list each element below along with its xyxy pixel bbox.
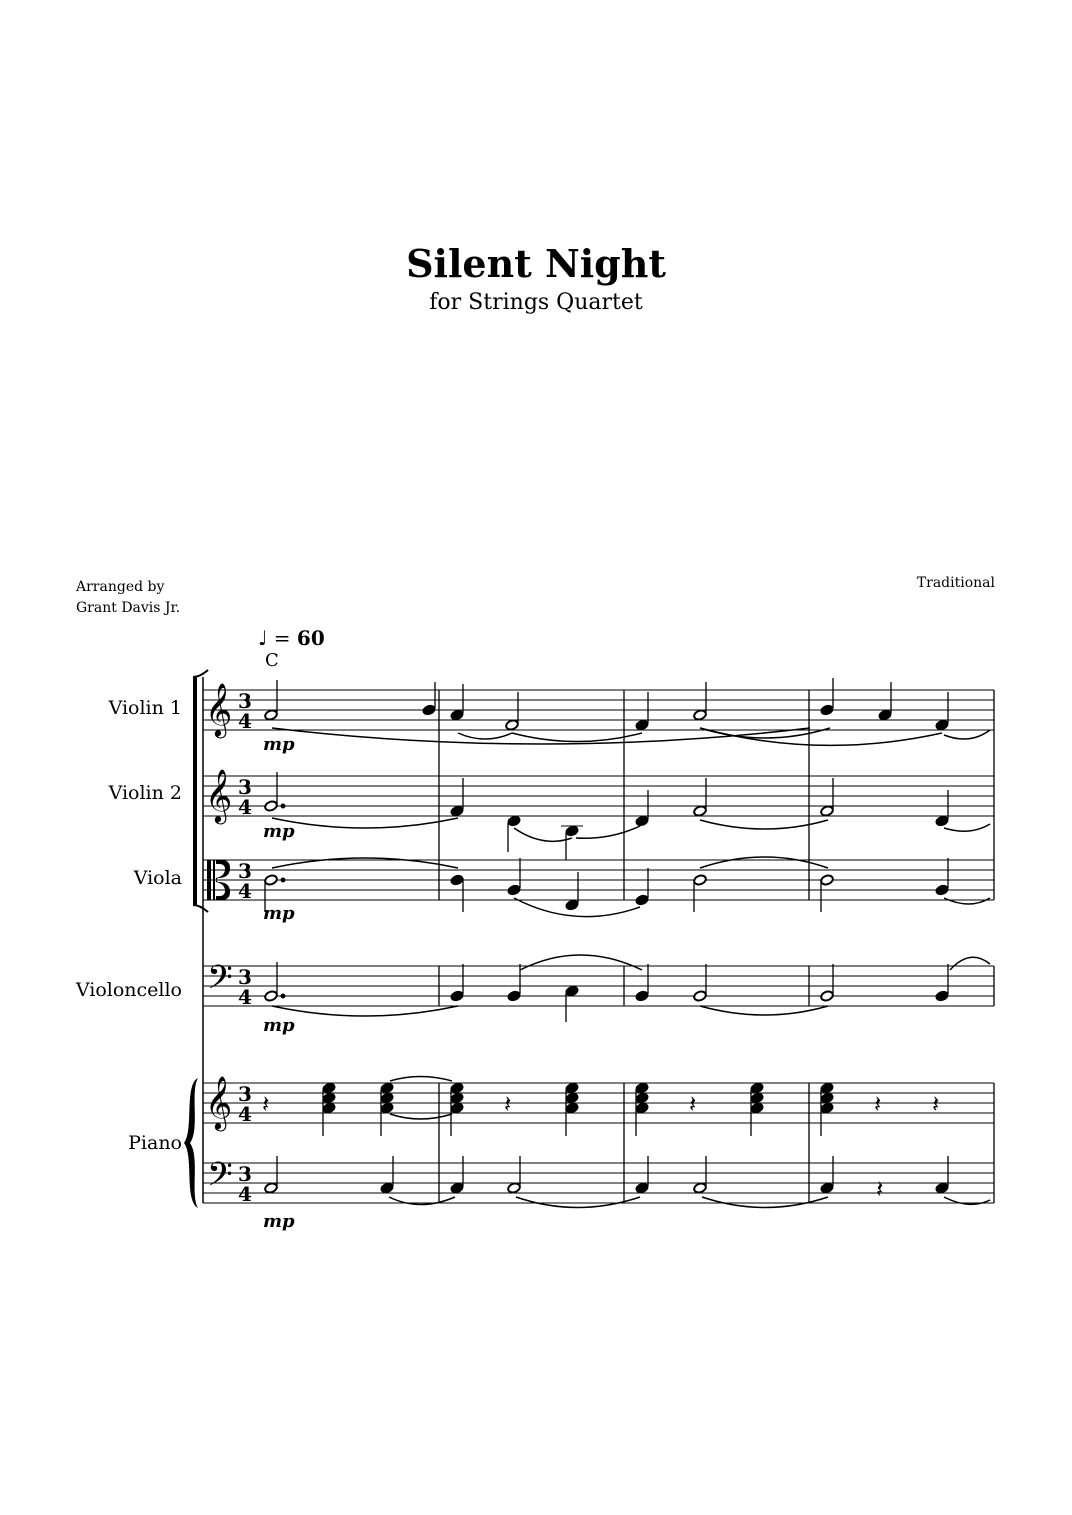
time-sig-top: 3 — [238, 859, 252, 883]
dynamic-violin1: mp — [263, 734, 295, 755]
quarter-rest-icon: 𝄽 — [932, 1090, 940, 1118]
barlines — [439, 690, 994, 1203]
piano-bass-notes — [264, 1156, 990, 1208]
piano-brace — [184, 1078, 198, 1208]
violin1-notes — [264, 678, 990, 745]
arranger-label: Arranged by — [76, 579, 165, 595]
quarter-rest-icon: 𝄽 — [504, 1090, 512, 1118]
viola-notes — [264, 857, 990, 917]
dynamic-piano: mp — [263, 1211, 295, 1232]
tempo-value: 60 — [296, 626, 325, 650]
time-sig-top: 3 — [238, 965, 252, 989]
dynamic-cello: mp — [263, 1015, 295, 1036]
cello-notes — [264, 955, 990, 1022]
time-sig-top: 3 — [238, 775, 252, 799]
quarter-rest-icon: 𝄽 — [876, 1175, 884, 1203]
instrument-label-viola: Viola — [133, 867, 182, 889]
time-sig-bottom: 4 — [238, 709, 252, 733]
time-sig-top: 3 — [238, 1162, 252, 1186]
time-sig-top: 3 — [238, 1082, 252, 1106]
treble-clef-icon: 𝄞 — [205, 682, 233, 736]
instrument-label-violin1: Violin 1 — [108, 697, 182, 719]
time-sig-bottom: 4 — [238, 879, 252, 903]
score-subtitle: for Strings Quartet — [429, 290, 643, 315]
arranger-name: Grant Davis Jr. — [76, 600, 181, 616]
staff-cello — [203, 966, 994, 1006]
treble-clef-icon: 𝄞 — [205, 768, 233, 822]
instrument-label-cello: Violoncello — [75, 979, 182, 1001]
dynamic-viola: mp — [263, 903, 295, 924]
bass-clef-icon: 𝄢 — [207, 1156, 233, 1202]
staff-viola — [203, 860, 994, 900]
treble-clef-icon: 𝄞 — [205, 1075, 233, 1129]
staff-violin1 — [203, 690, 994, 730]
bass-clef-icon: 𝄢 — [207, 959, 233, 1005]
score-title: Silent Night — [406, 241, 666, 286]
quarter-rest-icon: 𝄽 — [689, 1090, 697, 1118]
staff-violin2 — [203, 776, 994, 816]
quarter-rest-icon: 𝄽 — [874, 1090, 882, 1118]
time-sig-top: 3 — [238, 689, 252, 713]
quarter-note-icon: ♩ — [258, 626, 268, 650]
instrument-label-piano: Piano — [128, 1132, 182, 1154]
time-sig-bottom: 4 — [238, 1102, 252, 1126]
quarter-rest-icon: 𝄽 — [262, 1090, 270, 1118]
chord-symbol: C — [265, 650, 279, 671]
dynamic-violin2: mp — [263, 821, 295, 842]
time-sig-bottom: 4 — [238, 985, 252, 1009]
tempo-equals: = — [267, 626, 297, 650]
instrument-label-violin2: Violin 2 — [108, 782, 182, 804]
composer-credit: Traditional — [916, 575, 995, 591]
time-sig-bottom: 4 — [238, 795, 252, 819]
piano-treble-notes — [262, 1077, 939, 1137]
time-sig-bottom: 4 — [238, 1182, 252, 1206]
